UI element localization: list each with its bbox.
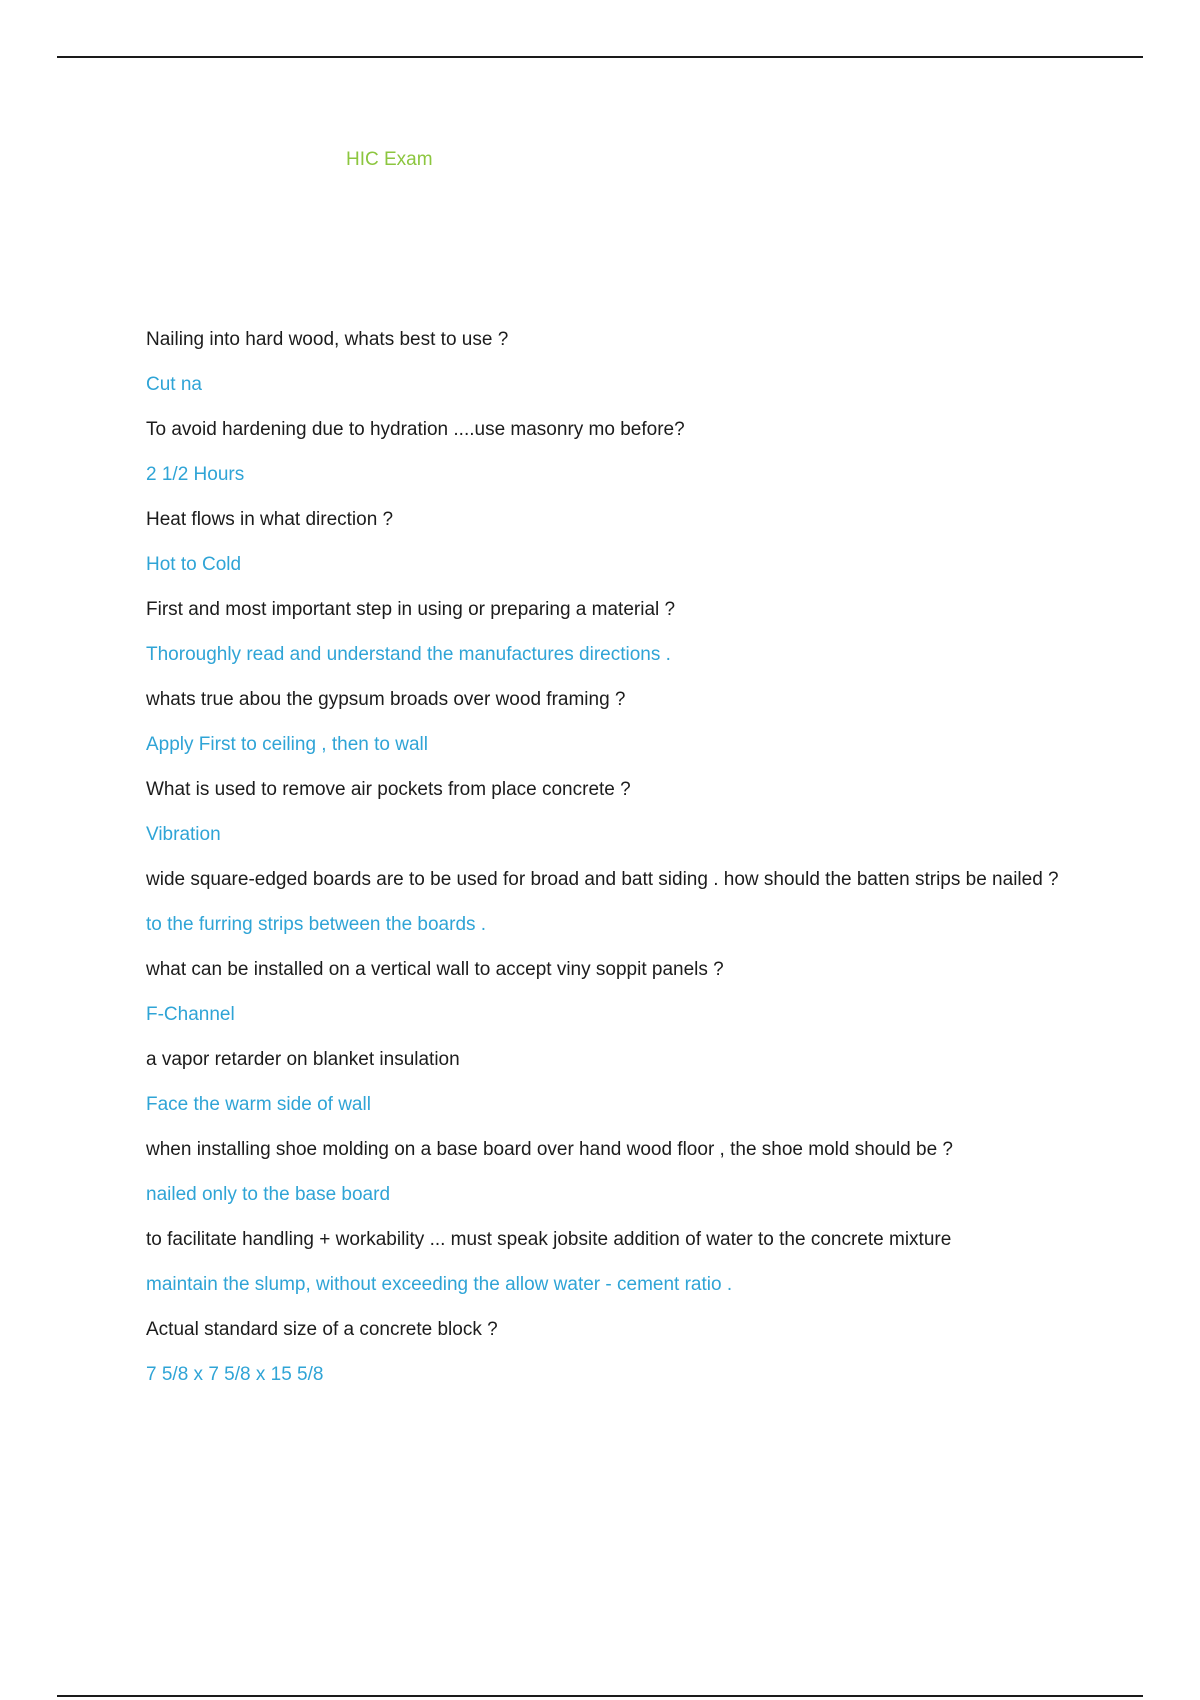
document-title: HIC Exam [346, 149, 433, 170]
question-text: To avoid hardening due to hydration ....use masonry mo before? [146, 419, 685, 440]
question-text: What is used to remove air pockets from place concrete ? [146, 779, 631, 800]
qa-item [146, 1226, 1076, 1299]
bottom-rule [57, 1695, 1143, 1697]
answer-text: maintain the slump, without exceeding the allow water - cement ratio . [146, 1274, 733, 1295]
answer-text: 2 1/2 Hours [146, 464, 245, 485]
answer-text: Cut na [146, 374, 202, 395]
answer-text: Apply First to ceiling , then to wall [146, 734, 428, 755]
question-text: whats true abou the gypsum broads over wood framing ? [146, 689, 626, 710]
qa-item [146, 686, 1076, 759]
qa-item [146, 776, 1076, 849]
answer-text: Thoroughly read and understand the manufactures directions . [146, 644, 671, 665]
question-text: what can be installed on a vertical wall to accept viny soppit panels ? [146, 959, 724, 980]
question-text: to facilitate handling + workability ... must speak jobsite addition of water to the concrete mixture [146, 1229, 952, 1250]
answer-text: Face the warm side of wall [146, 1094, 371, 1115]
qa-item [146, 416, 1076, 489]
question-text: Nailing into hard wood, whats best to use ? [146, 329, 509, 350]
question-text: a vapor retarder on blanket insulation [146, 1049, 460, 1070]
qa-item [146, 956, 1076, 1029]
answer-text: Vibration [146, 824, 221, 845]
answer-text: Hot to Cold [146, 554, 242, 575]
qa-list [146, 326, 1076, 1406]
qa-item [146, 1136, 1076, 1209]
question-text: Heat flows in what direction ? [146, 509, 394, 530]
question-text: Actual standard size of a concrete block ? [146, 1319, 498, 1340]
answer-text: F-Channel [146, 1004, 235, 1025]
qa-item [146, 1046, 1076, 1119]
top-rule [57, 56, 1143, 58]
question-text: when installing shoe molding on a base board over hand wood floor , the shoe mold should be ? [146, 1139, 953, 1160]
answer-text: 7 5/8 x 7 5/8 x 15 5/8 [146, 1364, 324, 1385]
question-text: wide square-edged boards are to be used for broad and batt siding . how should the batten strips be nailed ? [146, 869, 1059, 890]
qa-item [146, 326, 1076, 399]
question-text: First and most important step in using or preparing a material ? [146, 599, 676, 620]
qa-item [146, 596, 1076, 669]
answer-text: to the furring strips between the boards . [146, 914, 487, 935]
qa-item [146, 506, 1076, 579]
qa-item [146, 1316, 1076, 1389]
answer-text: nailed only to the base board [146, 1184, 391, 1205]
qa-item [146, 866, 1076, 939]
